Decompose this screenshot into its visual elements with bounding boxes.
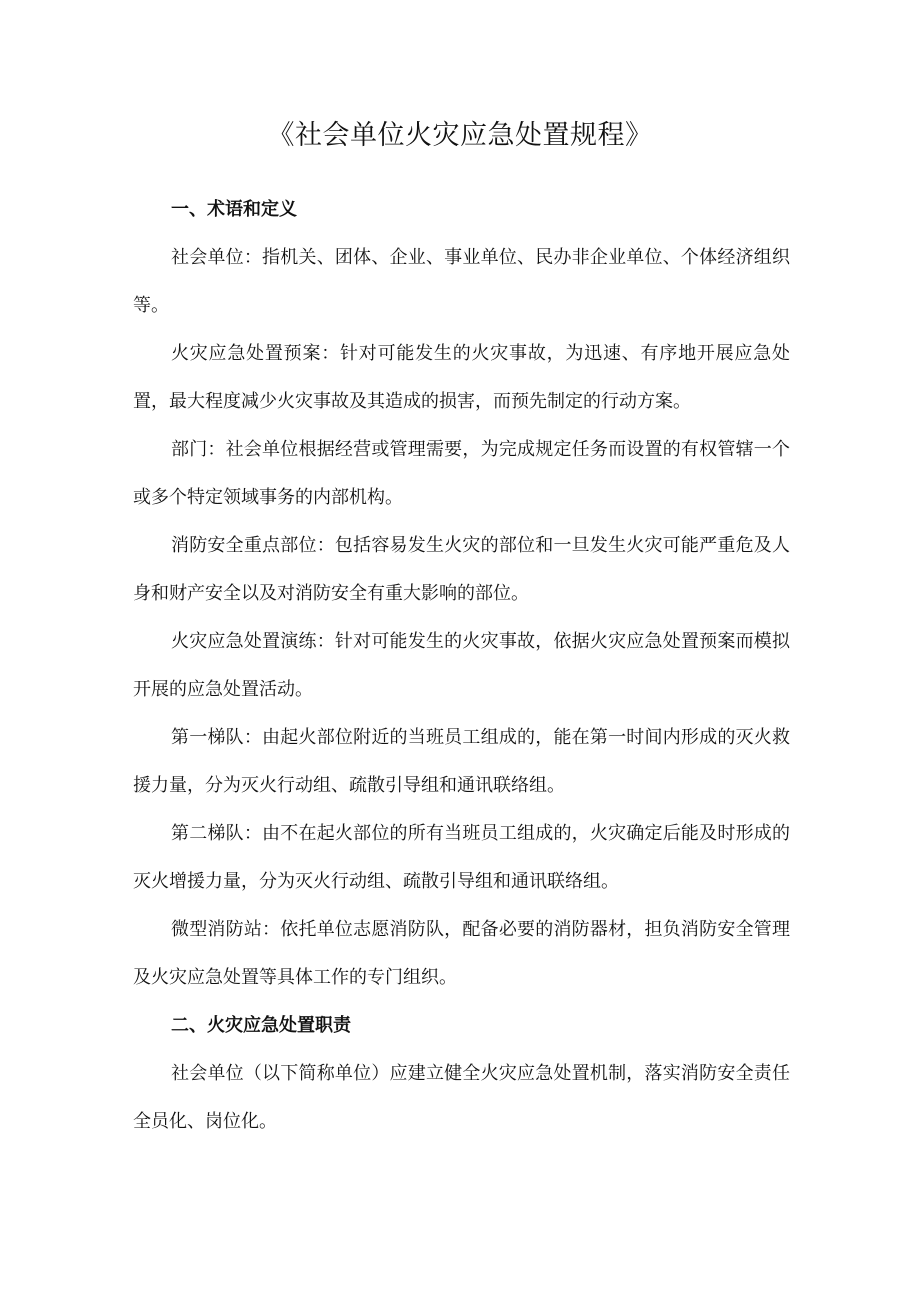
paragraph-second-echelon: 第二梯队：由不在起火部位的所有当班员工组成的，火灾确定后能及时形成的灭火增援力量，分为灭火行动组、疏散引导组和通讯联络组。 (133, 823, 790, 892)
document-title: 《社会单位火灾应急处置规程》 (267, 120, 653, 151)
paragraph-social-unit: 社会单位：指机关、团体、企业、事业单位、民办非企业单位、个体经济组织等。 (133, 247, 790, 316)
paragraph-first-echelon: 第一梯队：由起火部位附近的当班员工组成的，能在第一时间内形成的灭火救援力量，分为灭火行动组、疏散引导组和通讯联络组。 (133, 727, 790, 796)
paragraph-unit-responsibility: 社会单位（以下简称单位）应建立健全火灾应急处置机制，落实消防安全责任全员化、岗位化。 (133, 1063, 790, 1132)
paragraph-key-fire-location: 消防安全重点部位：包括容易发生火灾的部位和一旦发生火灾可能严重危及人身和财产安全以及对消防安全有重大影响的部位。 (133, 535, 790, 604)
paragraph-emergency-plan: 火灾应急处置预案：针对可能发生的火灾事故，为迅速、有序地开展应急处置，最大程度减少火灾事故及其造成的损害，而预先制定的行动方案。 (133, 343, 790, 412)
section-heading-duties: 二、火灾应急处置职责 (171, 1015, 351, 1036)
paragraph-emergency-drill: 火灾应急处置演练：针对可能发生的火灾事故，依据火灾应急处置预案而模拟开展的应急处置活动。 (133, 631, 790, 700)
document-body (133, 186, 790, 1146)
section-heading-terms: 一、术语和定义 (171, 199, 297, 220)
paragraph-department: 部门：社会单位根据经营或管理需要，为完成规定任务而设置的有权管辖一个或多个特定领域事务的内部机构。 (133, 439, 790, 508)
paragraph-micro-fire-station: 微型消防站：依托单位志愿消防队，配备必要的消防器材，担负消防安全管理及火灾应急处置等具体工作的专门组织。 (133, 919, 790, 988)
